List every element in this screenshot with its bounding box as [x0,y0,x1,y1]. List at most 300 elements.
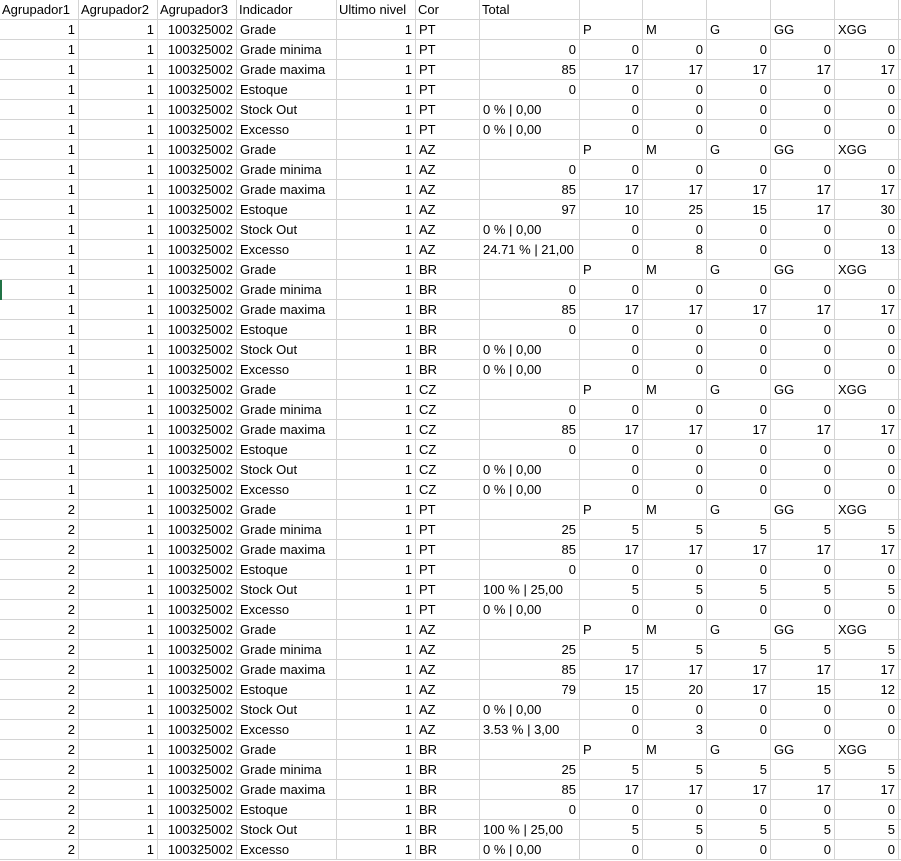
table-cell[interactable]: 1 [337,300,416,320]
table-cell[interactable]: 1 [337,40,416,60]
table-cell[interactable]: 0 [480,400,580,420]
table-cell[interactable]: Grade maxima [237,180,337,200]
table-cell[interactable]: 17 [771,300,835,320]
table-cell[interactable]: 1 [79,780,158,800]
table-cell[interactable]: G [707,620,771,640]
table-cell[interactable]: 100325002 [158,280,237,300]
table-cell[interactable]: 1 [79,600,158,620]
table-cell[interactable]: 0 [580,320,643,340]
table-cell[interactable]: 0 [835,320,899,340]
table-cell[interactable]: 1 [0,240,79,260]
table-cell[interactable]: 1 [79,560,158,580]
table-cell[interactable]: 1 [0,440,79,460]
table-cell[interactable]: 100325002 [158,500,237,520]
table-cell[interactable]: 1 [79,100,158,120]
table-cell[interactable]: 1 [337,380,416,400]
table-cell[interactable]: 100325002 [158,760,237,780]
table-cell[interactable]: PT [416,520,480,540]
table-cell[interactable]: 2 [0,680,79,700]
table-cell[interactable]: 17 [771,60,835,80]
table-cell[interactable]: 0 [771,80,835,100]
table-cell[interactable]: PT [416,40,480,60]
table-cell[interactable]: 0 [835,220,899,240]
table-cell[interactable]: 0 [707,340,771,360]
table-cell[interactable]: 100325002 [158,320,237,340]
table-cell[interactable]: 0 [707,160,771,180]
table-cell[interactable]: 0 [707,720,771,740]
table-cell[interactable]: CZ [416,420,480,440]
table-cell[interactable]: 5 [643,580,707,600]
table-cell[interactable]: 1 [79,440,158,460]
table-cell[interactable]: Grade [237,500,337,520]
table-cell[interactable]: 0 [835,360,899,380]
table-cell[interactable]: 2 [0,740,79,760]
table-cell[interactable]: 0 [771,340,835,360]
table-cell[interactable]: 100325002 [158,660,237,680]
table-cell[interactable]: 0 [835,40,899,60]
table-cell[interactable]: Grade [237,20,337,40]
table-cell[interactable]: 15 [580,680,643,700]
table-cell[interactable]: 100 % | 25,00 [480,580,580,600]
table-cell[interactable]: 17 [580,60,643,80]
table-cell[interactable]: 5 [643,520,707,540]
table-cell[interactable]: G [707,380,771,400]
table-cell[interactable]: BR [416,280,480,300]
table-cell[interactable]: 17 [835,300,899,320]
table-cell[interactable]: PT [416,560,480,580]
table-cell[interactable]: AZ [416,140,480,160]
table-cell[interactable]: 0 [643,840,707,860]
table-cell[interactable]: 1 [337,520,416,540]
table-cell[interactable]: 100325002 [158,540,237,560]
table-cell[interactable]: 100325002 [158,820,237,840]
table-cell[interactable]: 1 [337,20,416,40]
table-cell[interactable]: 0 [707,280,771,300]
table-cell[interactable]: 0 % | 0,00 [480,220,580,240]
table-cell[interactable]: 0 [771,460,835,480]
table-cell[interactable]: Estoque [237,800,337,820]
table-cell[interactable]: 0 [580,160,643,180]
table-cell[interactable]: 0 [480,160,580,180]
table-cell[interactable]: 17 [580,420,643,440]
table-cell[interactable]: 15 [707,200,771,220]
table-cell[interactable]: 100325002 [158,780,237,800]
table-cell[interactable]: AZ [416,680,480,700]
table-cell[interactable]: 1 [79,740,158,760]
table-cell[interactable]: 1 [337,400,416,420]
table-cell[interactable]: 1 [337,80,416,100]
table-cell[interactable]: 0 [643,320,707,340]
table-cell[interactable]: 2 [0,760,79,780]
header-cell[interactable]: Total [480,0,580,20]
table-cell[interactable]: 1 [0,380,79,400]
table-cell[interactable]: 1 [337,320,416,340]
table-cell[interactable]: 2 [0,500,79,520]
table-cell[interactable]: 100325002 [158,460,237,480]
table-cell[interactable]: CZ [416,380,480,400]
table-cell[interactable]: 0 [707,480,771,500]
table-cell[interactable]: Grade [237,140,337,160]
table-cell[interactable]: G [707,140,771,160]
table-cell[interactable]: BR [416,760,480,780]
table-cell[interactable]: 24.71 % | 21,00 [480,240,580,260]
table-cell[interactable]: 0 [835,800,899,820]
table-cell[interactable]: 17 [707,780,771,800]
table-cell[interactable]: PT [416,80,480,100]
table-cell[interactable]: P [580,740,643,760]
header-cell[interactable] [771,0,835,20]
table-cell[interactable]: PT [416,580,480,600]
table-cell[interactable]: 0 % | 0,00 [480,840,580,860]
table-cell[interactable]: 0 [643,120,707,140]
table-cell[interactable]: 100325002 [158,840,237,860]
table-cell[interactable]: GG [771,500,835,520]
table-cell[interactable]: 0 [835,160,899,180]
table-cell[interactable]: 0 [835,460,899,480]
table-cell[interactable]: 2 [0,660,79,680]
table-cell[interactable]: 1 [79,340,158,360]
table-cell[interactable]: 0 [580,360,643,380]
table-cell[interactable]: 0 [835,120,899,140]
table-cell[interactable]: 0 [580,700,643,720]
table-cell[interactable]: XGG [835,20,899,40]
table-cell[interactable]: 1 [79,700,158,720]
header-cell[interactable]: Agrupador1 [0,0,79,20]
table-cell[interactable]: 0 [643,40,707,60]
table-cell[interactable]: Grade maxima [237,420,337,440]
table-cell[interactable]: Stock Out [237,700,337,720]
table-cell[interactable]: 17 [707,300,771,320]
table-cell[interactable]: 0 [707,40,771,60]
table-cell[interactable]: 1 [337,480,416,500]
table-cell[interactable]: 5 [643,760,707,780]
table-cell[interactable]: 1 [79,540,158,560]
table-cell[interactable]: XGG [835,500,899,520]
table-cell[interactable]: BR [416,820,480,840]
table-cell[interactable]: Grade minima [237,640,337,660]
table-cell[interactable]: AZ [416,220,480,240]
table-cell[interactable]: 1 [337,120,416,140]
table-cell[interactable]: AZ [416,240,480,260]
table-cell[interactable]: 17 [643,780,707,800]
table-cell[interactable]: 100 % | 25,00 [480,820,580,840]
table-cell[interactable]: 1 [0,340,79,360]
table-cell[interactable]: 1 [337,820,416,840]
table-cell[interactable]: 100325002 [158,440,237,460]
table-cell[interactable]: 1 [337,540,416,560]
table-cell[interactable]: M [643,380,707,400]
table-cell[interactable]: 0 [707,440,771,460]
table-cell[interactable]: 17 [580,780,643,800]
table-cell[interactable]: 1 [79,40,158,60]
table-cell[interactable]: 97 [480,200,580,220]
table-cell[interactable]: 25 [480,640,580,660]
table-cell[interactable]: 0 % | 0,00 [480,460,580,480]
table-cell[interactable]: Grade maxima [237,60,337,80]
table-cell[interactable]: PT [416,60,480,80]
table-cell[interactable]: 0 [643,560,707,580]
table-cell[interactable]: 1 [0,160,79,180]
table-cell[interactable]: M [643,20,707,40]
table-cell[interactable]: 0 [707,600,771,620]
table-cell[interactable]: 85 [480,420,580,440]
table-cell[interactable]: 17 [771,420,835,440]
table-cell[interactable]: Stock Out [237,460,337,480]
table-cell[interactable]: 0 [771,560,835,580]
table-cell[interactable]: 85 [480,60,580,80]
table-cell[interactable]: 0 [580,40,643,60]
table-cell[interactable]: 1 [79,620,158,640]
table-cell[interactable] [480,260,580,280]
table-cell[interactable]: 1 [79,240,158,260]
table-cell[interactable]: 100325002 [158,400,237,420]
table-cell[interactable]: 1 [337,760,416,780]
table-cell[interactable]: 0 [707,560,771,580]
table-cell[interactable]: 12 [835,680,899,700]
table-cell[interactable]: 1 [337,600,416,620]
table-cell[interactable] [480,380,580,400]
table-cell[interactable]: 1 [337,60,416,80]
table-cell[interactable]: 100325002 [158,120,237,140]
header-cell[interactable]: Cor [416,0,480,20]
table-cell[interactable]: 1 [0,220,79,240]
table-cell[interactable]: 0 [835,720,899,740]
table-cell[interactable]: Stock Out [237,100,337,120]
table-cell[interactable] [480,20,580,40]
table-cell[interactable]: 0 [580,720,643,740]
table-cell[interactable]: 1 [337,780,416,800]
table-cell[interactable]: 1 [79,200,158,220]
table-cell[interactable]: 100325002 [158,640,237,660]
table-cell[interactable]: Excesso [237,720,337,740]
table-cell[interactable]: 1 [337,800,416,820]
table-cell[interactable]: 0 [707,240,771,260]
table-cell[interactable]: 0 [707,700,771,720]
table-cell[interactable]: 1 [79,520,158,540]
table-cell[interactable]: 1 [79,360,158,380]
table-cell[interactable]: 10 [580,200,643,220]
table-cell[interactable]: 1 [79,680,158,700]
table-cell[interactable]: 1 [79,760,158,780]
table-cell[interactable]: 0 [580,240,643,260]
table-cell[interactable]: 100325002 [158,200,237,220]
table-cell[interactable]: BR [416,780,480,800]
table-cell[interactable]: 1 [79,380,158,400]
table-cell[interactable]: 0 [580,800,643,820]
table-cell[interactable]: Excesso [237,360,337,380]
table-cell[interactable]: 0 [480,280,580,300]
table-cell[interactable]: Grade maxima [237,660,337,680]
table-cell[interactable]: 100325002 [158,720,237,740]
table-cell[interactable]: Grade [237,380,337,400]
table-cell[interactable]: 1 [79,640,158,660]
table-cell[interactable]: 1 [0,20,79,40]
table-cell[interactable]: 0 [580,840,643,860]
table-cell[interactable]: 1 [0,280,79,300]
table-cell[interactable]: 1 [79,840,158,860]
table-cell[interactable]: 0 [580,280,643,300]
table-cell[interactable]: 1 [0,80,79,100]
table-cell[interactable]: Grade minima [237,760,337,780]
table-cell[interactable]: 25 [643,200,707,220]
table-cell[interactable]: 100325002 [158,40,237,60]
table-cell[interactable]: 17 [835,780,899,800]
table-cell[interactable]: 17 [835,540,899,560]
table-cell[interactable]: 0 [835,100,899,120]
table-cell[interactable]: 0 [643,700,707,720]
table-cell[interactable]: Grade minima [237,280,337,300]
table-cell[interactable]: 85 [480,300,580,320]
table-cell[interactable]: 85 [480,660,580,680]
table-cell[interactable]: 0 [580,600,643,620]
table-cell[interactable]: P [580,620,643,640]
table-cell[interactable]: 17 [771,200,835,220]
table-cell[interactable]: 100325002 [158,80,237,100]
table-cell[interactable]: 20 [643,680,707,700]
table-cell[interactable]: 1 [337,740,416,760]
table-cell[interactable]: 1 [337,460,416,480]
table-cell[interactable]: 1 [0,140,79,160]
table-cell[interactable]: 1 [79,60,158,80]
table-cell[interactable]: 1 [337,560,416,580]
table-cell[interactable] [480,140,580,160]
table-cell[interactable]: 0 [771,700,835,720]
table-cell[interactable]: 1 [337,100,416,120]
table-cell[interactable]: 0 [643,800,707,820]
table-cell[interactable]: 0 [835,280,899,300]
table-cell[interactable]: 17 [771,540,835,560]
table-cell[interactable]: 5 [771,820,835,840]
table-cell[interactable]: 1 [79,580,158,600]
table-cell[interactable]: Grade minima [237,520,337,540]
table-cell[interactable]: 2 [0,540,79,560]
table-cell[interactable]: Excesso [237,240,337,260]
table-cell[interactable]: 1 [337,720,416,740]
table-cell[interactable]: G [707,20,771,40]
table-cell[interactable]: BR [416,320,480,340]
table-cell[interactable]: 0 [707,360,771,380]
table-cell[interactable]: 79 [480,680,580,700]
table-cell[interactable]: 1 [337,340,416,360]
table-cell[interactable]: 100325002 [158,100,237,120]
table-cell[interactable]: 2 [0,560,79,580]
table-cell[interactable]: AZ [416,660,480,680]
table-cell[interactable]: 100325002 [158,800,237,820]
table-cell[interactable]: Grade [237,260,337,280]
table-cell[interactable]: XGG [835,260,899,280]
table-cell[interactable]: 100325002 [158,140,237,160]
table-cell[interactable]: 17 [643,420,707,440]
table-cell[interactable]: 0 [707,100,771,120]
table-cell[interactable]: 17 [707,60,771,80]
table-cell[interactable]: 0 [771,600,835,620]
table-cell[interactable]: 1 [337,280,416,300]
table-cell[interactable]: 0 [643,360,707,380]
table-cell[interactable]: XGG [835,740,899,760]
table-cell[interactable]: 3.53 % | 3,00 [480,720,580,740]
table-cell[interactable]: Grade maxima [237,300,337,320]
table-cell[interactable]: BR [416,300,480,320]
table-cell[interactable]: 100325002 [158,580,237,600]
table-cell[interactable]: BR [416,800,480,820]
table-cell[interactable]: 5 [707,580,771,600]
table-cell[interactable]: 1 [79,800,158,820]
table-cell[interactable]: 1 [79,20,158,40]
table-cell[interactable]: 1 [337,700,416,720]
table-cell[interactable]: 1 [0,420,79,440]
table-cell[interactable]: 1 [0,480,79,500]
table-cell[interactable]: 100325002 [158,180,237,200]
table-cell[interactable]: BR [416,840,480,860]
header-cell[interactable] [643,0,707,20]
table-cell[interactable]: 100325002 [158,480,237,500]
table-cell[interactable]: PT [416,540,480,560]
table-cell[interactable]: XGG [835,620,899,640]
table-cell[interactable]: BR [416,340,480,360]
table-cell[interactable]: P [580,20,643,40]
table-cell[interactable]: 0 [771,40,835,60]
table-cell[interactable]: 17 [643,60,707,80]
table-cell[interactable]: 0 [643,460,707,480]
table-cell[interactable]: Grade minima [237,160,337,180]
table-cell[interactable]: G [707,260,771,280]
table-cell[interactable]: AZ [416,180,480,200]
table-cell[interactable]: PT [416,100,480,120]
table-cell[interactable]: PT [416,500,480,520]
table-cell[interactable]: Estoque [237,200,337,220]
table-cell[interactable]: 0 [580,480,643,500]
table-cell[interactable]: 0 [643,220,707,240]
table-cell[interactable]: 2 [0,700,79,720]
table-cell[interactable]: 0 [480,800,580,820]
table-cell[interactable]: 1 [337,240,416,260]
table-cell[interactable]: 0 [835,560,899,580]
table-cell[interactable]: 100325002 [158,260,237,280]
table-cell[interactable]: 85 [480,180,580,200]
table-cell[interactable]: 0 [771,440,835,460]
table-cell[interactable]: 2 [0,640,79,660]
table-cell[interactable]: 2 [0,520,79,540]
table-cell[interactable]: 100325002 [158,740,237,760]
table-cell[interactable]: 17 [643,540,707,560]
table-cell[interactable]: 0 [771,800,835,820]
table-cell[interactable]: 0 [643,280,707,300]
table-cell[interactable]: Grade maxima [237,780,337,800]
header-cell[interactable] [707,0,771,20]
table-cell[interactable]: 5 [707,760,771,780]
table-cell[interactable]: G [707,740,771,760]
table-cell[interactable]: 5 [835,640,899,660]
table-cell[interactable]: 1 [79,140,158,160]
table-cell[interactable]: 5 [835,520,899,540]
table-cell[interactable]: 17 [771,180,835,200]
table-cell[interactable]: Estoque [237,560,337,580]
table-cell[interactable]: Grade minima [237,40,337,60]
table-cell[interactable]: 0 [580,400,643,420]
header-cell[interactable]: Ultimo nivel [337,0,416,20]
table-cell[interactable]: 17 [580,660,643,680]
table-cell[interactable]: 2 [0,600,79,620]
table-cell[interactable]: M [643,740,707,760]
table-cell[interactable]: 2 [0,840,79,860]
table-cell[interactable]: 100325002 [158,20,237,40]
table-cell[interactable]: 17 [580,180,643,200]
table-cell[interactable]: 1 [337,260,416,280]
table-cell[interactable]: 2 [0,800,79,820]
table-cell[interactable]: 17 [771,660,835,680]
header-cell[interactable]: Agrupador2 [79,0,158,20]
table-cell[interactable]: M [643,260,707,280]
